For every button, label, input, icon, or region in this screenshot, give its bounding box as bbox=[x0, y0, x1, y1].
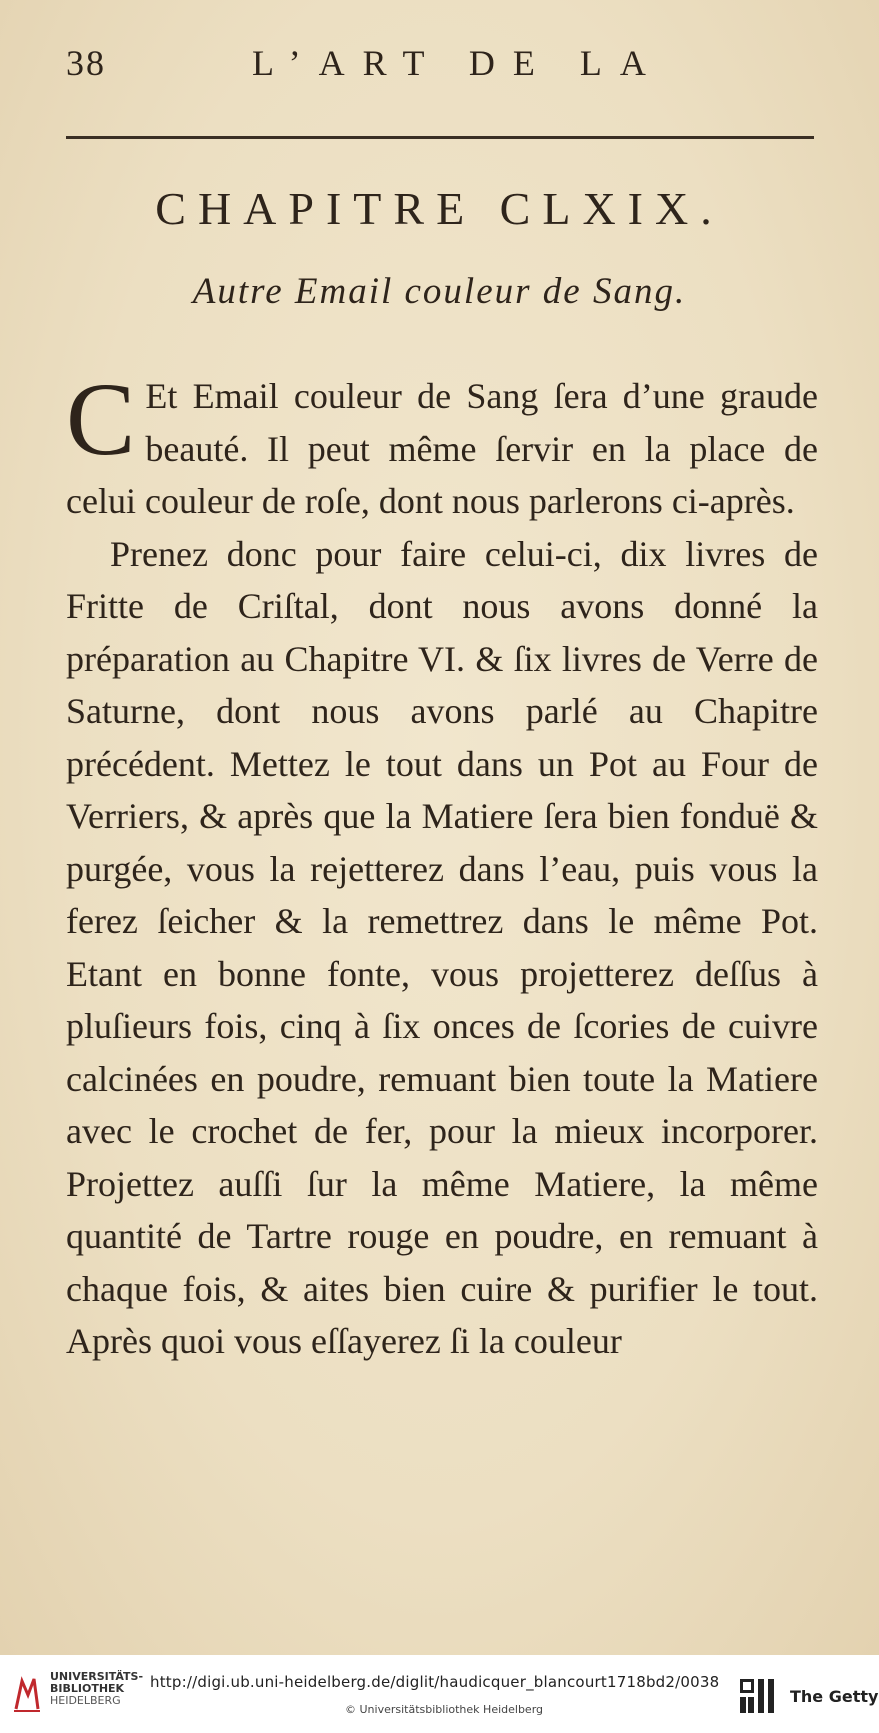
paragraph-1 bbox=[66, 362, 818, 528]
permalink-url[interactable]: http://digi.ub.uni-heidelberg.de/diglit/haudicquer_blancourt1718bd2/0038 bbox=[150, 1673, 720, 1691]
running-title: L’ART DE LA bbox=[252, 43, 664, 83]
library-name bbox=[50, 1671, 143, 1707]
library-name-line-1: UNIVERSITÄTS- bbox=[50, 1670, 144, 1683]
paragraph-2: Prenez donc pour faire celui-ci, dix livres de Fritte de Criſtal, dont nous avons donné la préparation au Chapitre VI. & ſix livres de Verre de Saturne, dont nous avons parlé au Chapitre précédent. Mettez le tout dans un Pot au Four de Verriers, & après que la Matiere ſera bien fonduë & purgée, vous la rejetterez dans l’eau, puis vous la ferez ſeicher & la remettrez dans le même Pot. Etant en bonne fonte, vous projetterez deſſus à pluſieurs fois, cinq à ſix onces de ſcories de cuivre calcinées en poudre, remuant bien toute la Matiere avec le crochet de fer, pour la mieux incorporer. Projettez auſſi ſur la même Matiere, la même quantité de Tartre rouge en poudre, en remuant à chaque fois, & aites bien cuire & purifier le tout. Après quoi vous eſſayerez ſi la couleur bbox=[66, 533, 818, 1361]
chapter-title: CHAPITRE CLXIX. bbox=[155, 183, 724, 234]
header-rule bbox=[66, 136, 814, 139]
copyright-notice: © Universitätsbibliothek Heidelberg bbox=[345, 1703, 544, 1716]
library-city: HEIDELBERG bbox=[50, 1694, 121, 1707]
digitization-footer bbox=[0, 1655, 879, 1733]
drop-cap: C bbox=[66, 362, 136, 477]
body-text bbox=[66, 362, 818, 1368]
heidelberg-library-logo-icon bbox=[12, 1675, 42, 1713]
page-header bbox=[66, 42, 813, 92]
page-number: 38 bbox=[66, 43, 106, 83]
getty-logo-icon bbox=[738, 1677, 776, 1715]
chapter-subtitle: Autre Email couleur de Sang. bbox=[192, 271, 687, 312]
paragraph-1-text: Et Email couleur de Sang ſera d’une graude beauté. Il peut même ſervir en la place de celui couleur de roſe, dont nous parlerons ci-après. bbox=[66, 376, 818, 521]
library-name-line-2: BIBLIOTHEK bbox=[50, 1682, 125, 1695]
getty-label: The Getty bbox=[790, 1687, 879, 1706]
